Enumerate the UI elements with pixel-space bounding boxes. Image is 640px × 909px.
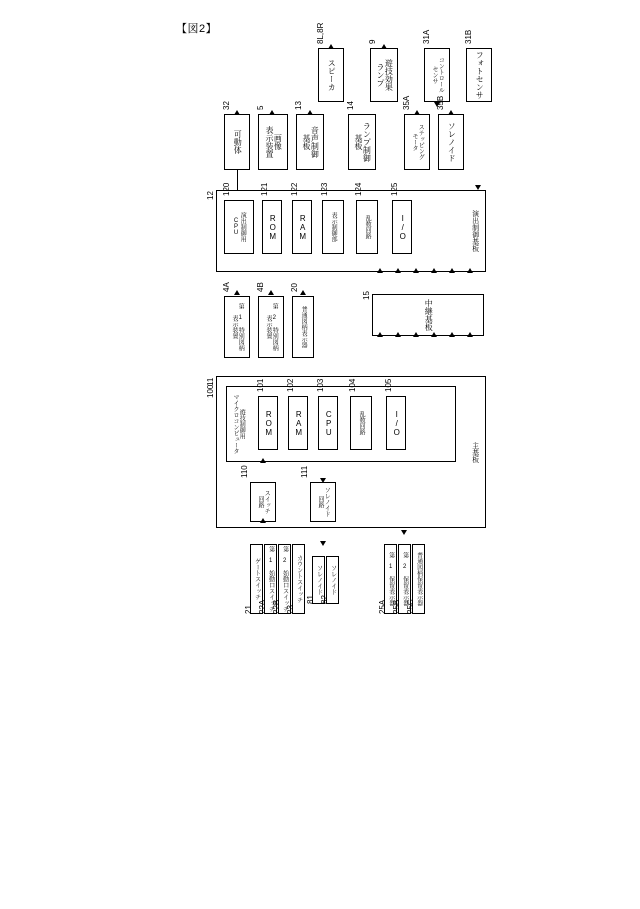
- ref-81: 81: [306, 595, 315, 604]
- switch-bus-t3: [0, 793, 1, 803]
- ref-103: 103: [316, 378, 325, 392]
- ref-123: 123: [320, 182, 329, 196]
- block-effect-cpu: 演出制御用 CPU: [224, 200, 254, 254]
- link-15-11-a: [0, 407, 1, 447]
- connector-35a: [0, 98, 1, 118]
- ref-120: 120: [222, 182, 231, 196]
- ref-31b: 31B: [464, 29, 473, 44]
- block-second-start-switch: 第 2 始動口スイッチ: [278, 544, 291, 614]
- arrow-solenoid-bus: [320, 541, 326, 546]
- arrow-12-d: [431, 268, 437, 273]
- block-effect-ram: RAM: [292, 200, 312, 254]
- block-solenoid-82: ソレノイド: [326, 556, 339, 604]
- connector-8lr: [0, 40, 1, 52]
- ref-35a: 35A: [402, 95, 411, 110]
- arrow-13: [307, 110, 313, 115]
- ref-23: 23: [286, 605, 295, 614]
- main-board-title: 主基板: [471, 441, 479, 463]
- block-photo-sensor: フォトセンサ: [466, 48, 492, 102]
- bus-tap-121: [0, 235, 1, 243]
- switch-bus-up: [0, 813, 1, 825]
- block-lamp-control-board: ランプ制御 基板: [348, 114, 376, 170]
- ref-25c: 25C: [406, 599, 415, 614]
- hold-bus-t1: [0, 871, 1, 881]
- block-normal-symbol-display: 普通図柄表示器: [292, 296, 314, 358]
- block-effect-io: I/O: [392, 200, 412, 254]
- bus-tap-120: [0, 227, 1, 235]
- connector-35b: [0, 118, 1, 138]
- connector-31b: [0, 138, 1, 226]
- block-main-cpu: CPU: [318, 396, 338, 450]
- ref-4b: 4B: [256, 282, 265, 292]
- ref-110: 110: [240, 465, 249, 478]
- bus-tap-123: [0, 251, 1, 259]
- connector-14: [0, 59, 1, 79]
- connector-9-h: [0, 91, 22, 92]
- ref-122: 122: [290, 182, 299, 196]
- bus-tap-125: [0, 267, 1, 275]
- ref-4a: 4A: [222, 282, 231, 292]
- ref-111: 111: [300, 465, 309, 478]
- figure-title: 【図2】: [176, 23, 218, 35]
- connector-9: [0, 79, 1, 91]
- ref-9: 9: [368, 39, 377, 44]
- hold-bus-t3: [0, 891, 1, 901]
- bus-tap-122: [0, 243, 1, 251]
- ref-104: 104: [348, 378, 357, 392]
- block-first-hold-display: 第 1 保留表示器: [384, 544, 397, 614]
- ref-105: 105: [384, 378, 393, 392]
- arrow-4a: [234, 290, 240, 295]
- block-main-ram: RAM: [288, 396, 308, 450]
- block-effect-lamp: 遊技効果 ランプ: [370, 48, 398, 102]
- block-solenoid-35b: ソレノイド: [438, 114, 464, 170]
- switch-bus-t2: [0, 783, 1, 793]
- link-20: [0, 683, 1, 701]
- arrow-32: [234, 110, 240, 115]
- ref-31a: 31A: [422, 29, 431, 44]
- switch-bus-t1: [0, 773, 1, 783]
- block-sound-control-board: 音声制御 基板: [296, 114, 324, 170]
- main-board-bus: [0, 701, 180, 702]
- block-control-sensor: コントロール センサ: [424, 48, 450, 102]
- connector-32: [237, 170, 238, 190]
- link-15-11-e: [0, 567, 1, 607]
- link-15-11-d: [0, 527, 1, 567]
- block-solenoid-circuit: ソレノイド 回路: [310, 482, 336, 522]
- link-15-11-b: [0, 447, 1, 487]
- block-solenoid-81: ソレノイド: [312, 556, 325, 604]
- arrow-15-c: [413, 332, 419, 337]
- ref-82: 82: [320, 595, 329, 604]
- arrow-20: [300, 290, 306, 295]
- hold-bus: [0, 870, 29, 871]
- block-gate-switch: ゲートスイッチ: [250, 544, 263, 614]
- link-4a: [0, 647, 1, 665]
- relay-board: 中継基板: [372, 294, 484, 336]
- link-12-15-f: [0, 385, 1, 407]
- block-second-special-display: 第 2 特別図柄 表示装置: [258, 296, 284, 358]
- switch-bus: [0, 772, 43, 773]
- ref-5: 5: [256, 105, 265, 110]
- block-second-hold-display: 第 2 保留表示器: [398, 544, 411, 614]
- ref-22a: 22A: [258, 599, 267, 614]
- block-switch-circuit: スイッチ 回路: [250, 482, 276, 522]
- switch-bus-t4: [0, 803, 1, 813]
- link-12-15-c: [0, 319, 1, 341]
- arrow-4b: [268, 290, 274, 295]
- arrow-15-f: [467, 332, 473, 337]
- ref-101: 101: [256, 378, 265, 392]
- arrow-9: [381, 44, 387, 49]
- link-12-15-a: [0, 275, 1, 297]
- hold-bus-t2: [0, 881, 1, 891]
- block-main-rom: ROM: [258, 396, 278, 450]
- arrow-hold-bus: [401, 530, 407, 535]
- block-main-random-circuit: 乱数回路: [350, 396, 372, 450]
- ref-22b: 22B: [272, 599, 281, 614]
- ref-15: 15: [362, 291, 371, 300]
- arrow-35a: [414, 110, 420, 115]
- arrow-12-b: [395, 268, 401, 273]
- arrow-12-c: [413, 268, 419, 273]
- solenoid-bus: [0, 825, 15, 826]
- block-stepping-motor: ステッピング モータ: [404, 114, 430, 170]
- block-normal-hold-display: 普通図柄保留表示器: [412, 544, 425, 614]
- link-15-11-f: [0, 607, 1, 647]
- solenoid-bus-t2: [0, 836, 1, 846]
- block-image-display: 画像 表示装置: [258, 114, 288, 170]
- connector-13: [0, 20, 1, 40]
- block-effect-rom: ROM: [262, 200, 282, 254]
- ref-21: 21: [244, 605, 253, 614]
- link-111: [0, 752, 1, 772]
- connector-8lr-h: [0, 52, 21, 53]
- ref-121: 121: [260, 182, 269, 196]
- arrow-15-b: [395, 332, 401, 337]
- block-first-start-switch: 第 1 始動口スイッチ: [264, 544, 277, 614]
- arrow-12-f: [467, 268, 473, 273]
- ref-14: 14: [346, 101, 355, 110]
- microcomputer-label: 遊技制御用 マイクロコンピュータ: [232, 394, 245, 454]
- arrow-8lr: [328, 44, 334, 49]
- block-first-special-display: 第 1 特別図柄 表示装置: [224, 296, 250, 358]
- link-12-15-b: [0, 297, 1, 319]
- sub-board-bus: [0, 226, 230, 227]
- link-12-15-d: [0, 341, 1, 363]
- solenoid-bus-t1: [0, 826, 1, 836]
- arrow-12-e: [449, 268, 455, 273]
- arrow-15-a: [377, 332, 383, 337]
- ref-25b: 25B: [392, 599, 401, 614]
- block-main-io: I/O: [386, 396, 406, 450]
- ref-125: 125: [390, 182, 399, 196]
- ref-32: 32: [222, 101, 231, 110]
- arrow-15-e: [449, 332, 455, 337]
- solenoid-bus-up: [0, 846, 1, 870]
- sub-control-board: [216, 190, 486, 272]
- link-15-11-c: [0, 487, 1, 527]
- ref-20: 20: [290, 283, 299, 292]
- ref-8lr: 8L,8R: [316, 22, 325, 44]
- link-110: [0, 732, 1, 752]
- link-4b: [0, 665, 1, 683]
- ref-35b: 35B: [436, 95, 445, 110]
- block-random-circuit-124: 乱数回路: [356, 200, 378, 254]
- arrow-5: [269, 110, 275, 115]
- ref-12: 12: [206, 191, 215, 200]
- link-12-15-e: [0, 363, 1, 385]
- block-speaker: スピーカ: [318, 48, 344, 102]
- arrow-15-d: [431, 332, 437, 337]
- sub-control-board-title: 演出制御基板: [471, 210, 479, 252]
- connector-5: [0, 0, 1, 20]
- block-movable-body: 可動体: [224, 114, 250, 170]
- ref-25a: 25A: [378, 599, 387, 614]
- arrow-12-a: [377, 268, 383, 273]
- ref-13: 13: [294, 101, 303, 110]
- arrow-111: [320, 478, 326, 483]
- block-display-control: 表示制御部: [322, 200, 344, 254]
- arrow-110: [260, 458, 266, 463]
- ref-102: 102: [286, 378, 295, 392]
- hold-bus-up: [0, 901, 1, 909]
- block-count-switch: カウントスイッチ: [292, 544, 305, 614]
- arrow-switch-bus: [260, 518, 266, 523]
- ref-11: 11: [206, 377, 215, 386]
- ref-124: 124: [354, 182, 363, 196]
- ref-100: 100: [206, 384, 215, 398]
- arrow-35b: [448, 110, 454, 115]
- bus-tap-124: [0, 259, 1, 267]
